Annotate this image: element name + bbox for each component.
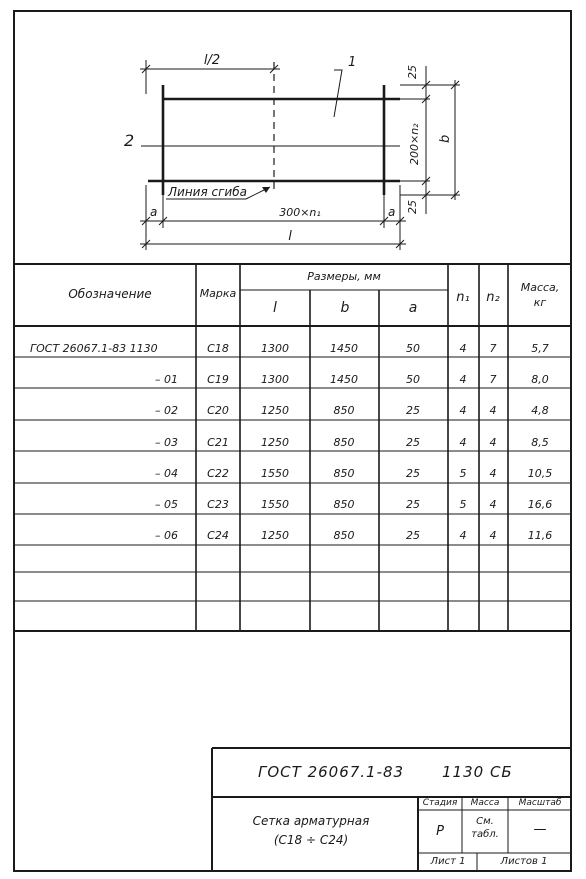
dim-200n2-label: 200×n₂ [408,123,421,165]
row-mark: С20 [207,404,229,417]
row-n2: 4 [489,498,497,511]
stage-label: Стадия [422,798,458,808]
dim-25-bottom-label: 25 [406,200,419,214]
row-n2: 7 [489,373,497,386]
row-b: 850 [333,436,355,449]
row-a: 25 [406,498,420,511]
header-mass: Масса, [520,281,560,294]
row-a: 25 [406,436,420,449]
mass-value-line1: См. [476,816,494,827]
row-n2: 7 [489,342,497,355]
row-n2: 4 [489,436,497,449]
row-n2: 4 [489,404,497,417]
dim-a-left-label: a [150,205,158,219]
row-n1: 4 [459,373,467,386]
row-n2: 4 [489,467,497,480]
header-l: l [273,300,277,316]
header-mark: Марка [199,287,237,300]
scale-value: — [533,822,547,837]
row-a: 25 [406,404,420,417]
header-n1: n₁ [456,290,470,305]
sheet-number: Лист 1 [430,856,466,867]
row-mass: 11,6 [527,529,553,542]
document-code-suffix: 1130 СБ [442,763,513,781]
mass-value-line2: табл. [471,829,499,840]
mass-label: Масса [470,798,500,808]
row-b: 1450 [330,373,358,386]
row-n1: 4 [459,404,467,417]
row-l: 1300 [261,373,289,386]
row-a: 50 [406,342,420,355]
dim-l-half-label: l/2 [203,53,221,68]
dim-a-right-label: a [388,205,396,219]
row-b: 850 [333,498,355,511]
row-b: 850 [333,467,355,480]
row-designation: – 06 [155,529,178,542]
row-mark: С18 [207,342,229,355]
row-l: 1550 [261,498,289,511]
row-b: 850 [333,529,355,542]
row-designation: – 05 [155,498,178,511]
row-designation: – 01 [155,373,178,386]
document-code: ГОСТ 26067.1-83 [258,763,405,781]
sheets-total: Листов 1 [500,856,548,867]
dim-300n1-label: 300×n₁ [279,206,321,219]
row-n1: 5 [459,498,467,511]
row-a: 50 [406,373,420,386]
row-mark: С24 [207,529,229,542]
header-mass-unit: кг [533,296,547,309]
item-name: Сетка арматурная [252,814,370,828]
callout-1-label: 1 [348,55,357,70]
row-l: 1250 [261,436,289,449]
row-n1: 4 [459,529,467,542]
row-a: 25 [406,467,420,480]
row-n1: 4 [459,436,467,449]
fold-line-label: Линия сгиба [168,185,247,199]
row-n1: 4 [459,342,467,355]
dim-25-top-label: 25 [406,65,419,79]
row-mass: 8,0 [531,373,549,386]
item-name-range: (С18 ÷ С24) [273,833,349,847]
row-mark: С21 [207,436,229,449]
dim-b-label: b [438,134,453,143]
scale-label: Масштаб [518,798,562,808]
row-mass: 8,5 [531,436,549,449]
row-b: 1450 [330,342,358,355]
row-designation: – 02 [155,404,178,417]
row-designation: ГОСТ 26067.1-83 1130 [30,342,158,355]
header-n2: n₂ [486,290,500,305]
row-n2: 4 [489,529,497,542]
row-designation: – 03 [155,436,178,449]
row-mark: С19 [207,373,229,386]
row-designation: – 04 [155,467,178,480]
row-n1: 5 [459,467,467,480]
row-b: 850 [333,404,355,417]
row-mass: 4,8 [531,404,549,417]
row-l: 1250 [261,404,289,417]
header-a: a [408,300,418,316]
header-b: b [340,300,350,316]
header-dimensions: Размеры, мм [307,270,381,283]
row-mark: С22 [207,467,229,480]
row-a: 25 [406,529,420,542]
row-l: 1300 [261,342,289,355]
header-designation: Обозначение [68,287,152,301]
row-l: 1550 [261,467,289,480]
stage-value: Р [436,824,444,839]
dim-l-label: l [288,229,292,244]
row-mark: С23 [207,498,229,511]
row-l: 1250 [261,529,289,542]
row-mass: 5,7 [531,342,549,355]
row-mass: 10,5 [527,467,553,480]
row-mass: 16,6 [527,498,553,511]
callout-2-label: 2 [124,131,135,150]
